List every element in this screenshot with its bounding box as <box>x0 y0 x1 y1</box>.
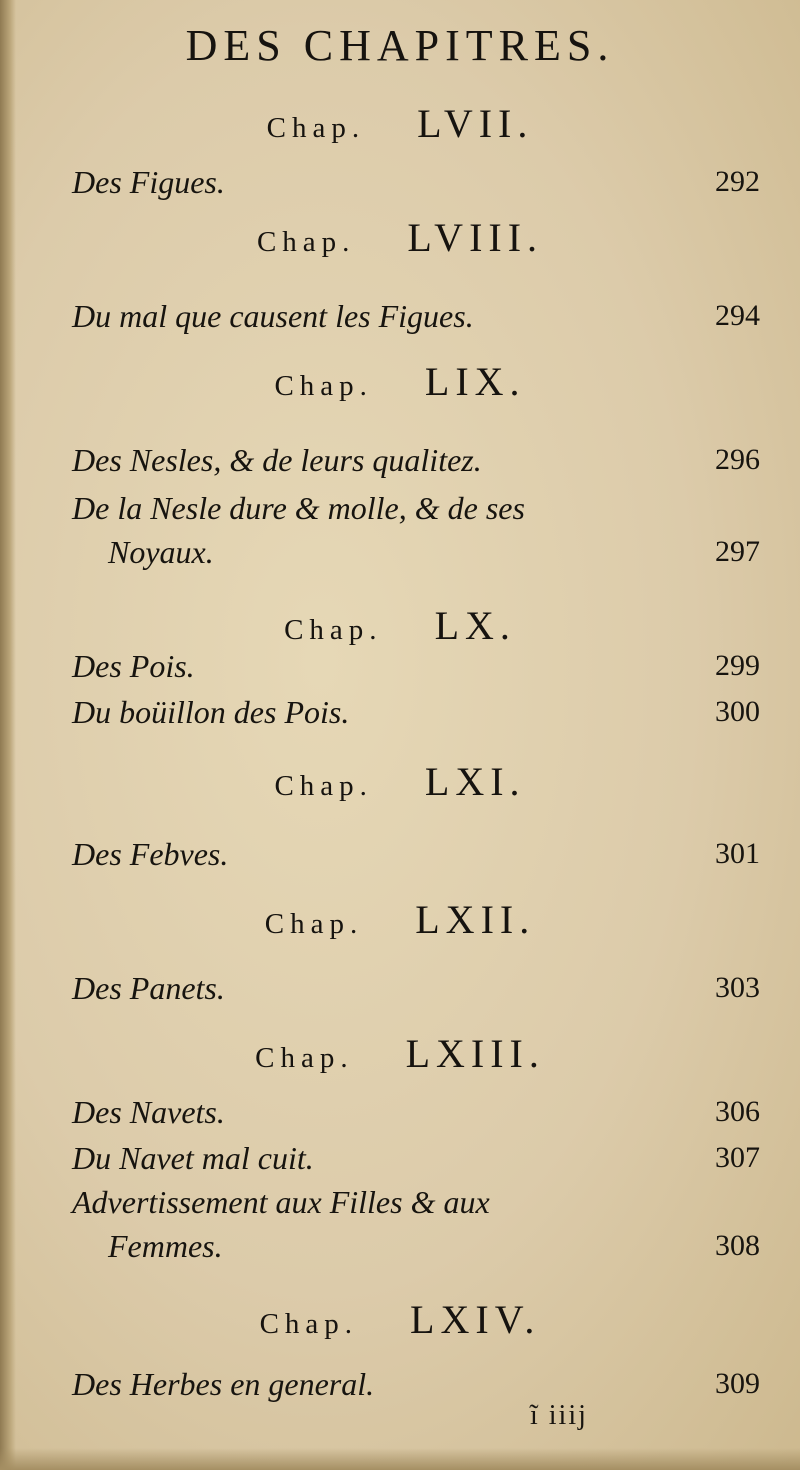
chapter-number: LVIII. <box>407 215 544 260</box>
toc-entry <box>72 644 760 688</box>
toc-entry <box>72 1090 760 1134</box>
toc-entry-continuation <box>108 530 760 574</box>
chapter-label: Chap. <box>284 614 383 646</box>
entry-page-number: 299 <box>715 649 760 682</box>
entry-title: Du boüillon des Pois. <box>72 694 350 730</box>
entry-title: Des Figues. <box>72 164 225 200</box>
chapter-number: LXI. <box>424 759 526 804</box>
chapter-heading <box>0 1297 800 1342</box>
toc-entry <box>72 1180 760 1224</box>
entry-title: Femmes. <box>108 1228 223 1264</box>
chapter-label: Chap. <box>264 908 364 940</box>
toc-entry <box>72 1136 760 1180</box>
toc-entry <box>72 966 760 1010</box>
chapter-label: Chap. <box>255 1042 354 1074</box>
chapter-label: Chap. <box>274 370 373 402</box>
entry-title: Advertissement aux Filles & aux <box>72 1184 490 1220</box>
entry-page-number: 307 <box>715 1141 760 1174</box>
chapter-number: LXII. <box>415 897 536 942</box>
page-bottom-edge <box>0 1448 800 1470</box>
entry-title: Du Navet mal cuit. <box>72 1140 314 1176</box>
toc-entry <box>72 1362 760 1406</box>
chapter-number: LVII. <box>417 101 534 146</box>
running-head: DES CHAPITRES. <box>185 21 615 70</box>
toc-entry <box>72 486 760 530</box>
chapter-label: Chap. <box>266 112 366 144</box>
chapter-heading <box>0 1031 800 1076</box>
chapter-number: LXIII. <box>405 1031 545 1076</box>
chapter-label: Chap. <box>256 226 356 258</box>
entry-page-number: 300 <box>715 695 760 728</box>
entry-title: Des Navets. <box>72 1094 225 1130</box>
chapter-heading <box>0 359 800 404</box>
chapter-label: Chap. <box>259 1308 359 1340</box>
toc-entry <box>72 294 760 338</box>
chapter-number: LX. <box>434 603 516 648</box>
chapter-heading <box>0 759 800 804</box>
chapter-heading <box>0 897 800 942</box>
entry-page-number: 306 <box>715 1095 760 1128</box>
entry-page-number: 292 <box>715 165 760 198</box>
entry-title: Des Herbes en general. <box>72 1366 375 1402</box>
toc-entry <box>72 438 760 482</box>
chapter-heading <box>0 603 800 648</box>
entry-title: Des Pois. <box>72 648 195 684</box>
entry-page-number: 301 <box>715 837 760 870</box>
entry-title: Des Panets. <box>72 970 225 1006</box>
entry-page-number: 309 <box>715 1367 760 1400</box>
toc-entry <box>72 832 760 876</box>
entry-page-number: 296 <box>715 443 760 476</box>
entry-page-number: 308 <box>715 1229 760 1262</box>
entry-title: Noyaux. <box>108 534 214 570</box>
chapter-heading <box>0 101 800 146</box>
chapter-label: Chap. <box>274 770 373 802</box>
signature-mark: ĩ iiij <box>530 1400 588 1431</box>
entry-page-number: 294 <box>715 299 760 332</box>
entry-title: Des Nesles, & de leurs qualitez. <box>72 442 482 478</box>
toc-entry <box>72 690 760 734</box>
toc-entry <box>72 160 760 204</box>
entry-page-number: 297 <box>715 535 760 568</box>
entry-page-number: 303 <box>715 971 760 1004</box>
toc-entry-continuation <box>108 1224 760 1268</box>
entry-title: Du mal que causent les Figues. <box>72 298 474 334</box>
entry-title: Des Febves. <box>72 836 229 872</box>
entry-title: De la Nesle dure & molle, & de ses <box>72 490 525 526</box>
chapter-number: LXIV. <box>410 1297 541 1342</box>
chapter-heading <box>0 215 800 260</box>
chapter-number: LIX. <box>424 359 526 404</box>
